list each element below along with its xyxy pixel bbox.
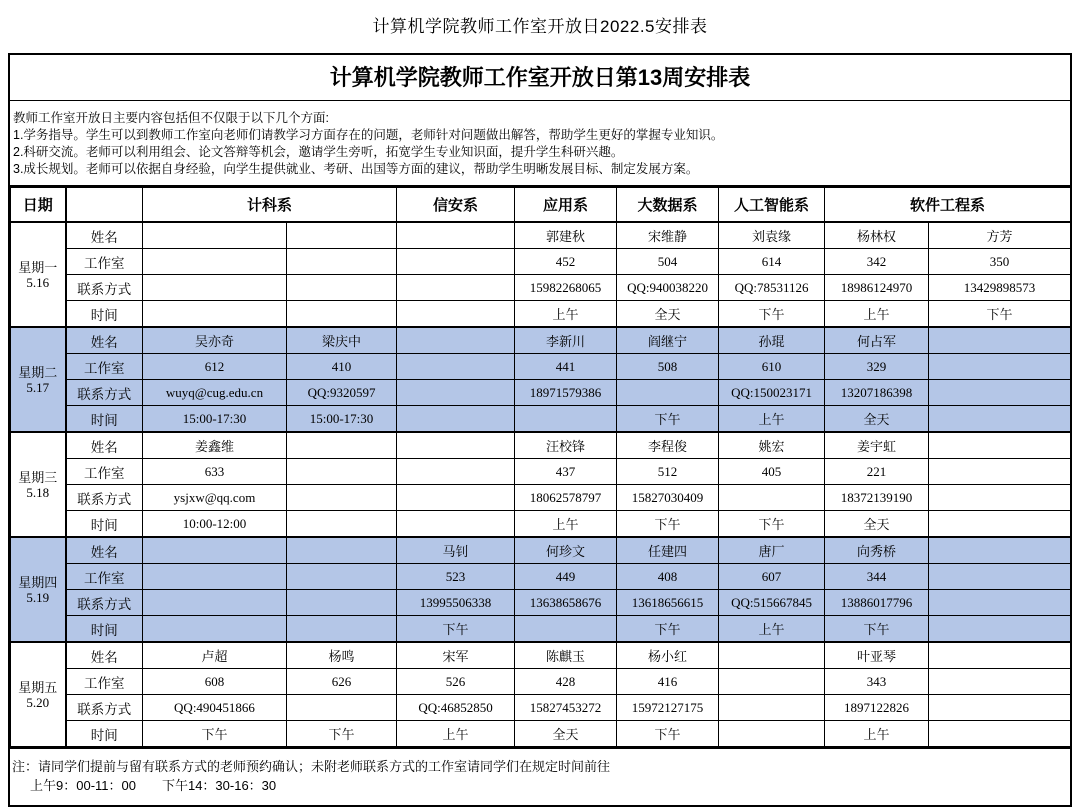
name-cell <box>287 432 397 459</box>
contact-cell: 18062578797 <box>515 485 617 511</box>
name-cell <box>397 432 515 459</box>
contact-cell: 13995506338 <box>397 590 515 616</box>
time-cell <box>287 301 397 328</box>
time-cell: 15:00-17:30 <box>143 406 287 433</box>
contact-cell: wuyq@cug.edu.cn <box>143 380 287 406</box>
room-cell: 607 <box>719 564 825 590</box>
name-cell: 孙琨 <box>719 327 825 354</box>
contact-cell: QQ:940038220 <box>617 275 719 301</box>
contact-cell: 18971579386 <box>515 380 617 406</box>
note-line-1: 注：请同学们提前与留有联系方式的老师预约确认；未附老师联系方式的工作室请同学们在规定时间前往 <box>12 759 611 774</box>
row-label-cell: 姓名 <box>66 642 143 669</box>
contact-cell: QQ:9320597 <box>287 380 397 406</box>
time-cell: 全天 <box>617 301 719 328</box>
row-label-cell: 工作室 <box>66 459 143 485</box>
contact-cell <box>719 485 825 511</box>
name-cell: 杨小红 <box>617 642 719 669</box>
schedule-table <box>10 187 1071 747</box>
time-cell: 上午 <box>825 721 929 747</box>
room-cell: 633 <box>143 459 287 485</box>
name-cell: 汪校锋 <box>515 432 617 459</box>
room-cell: 512 <box>617 459 719 485</box>
room-cell <box>397 459 515 485</box>
name-cell: 阎继宁 <box>617 327 719 354</box>
day-date-cell: 星期三 5.18 <box>11 432 66 537</box>
time-cell: 下午 <box>617 511 719 538</box>
day-date-cell: 星期四 5.19 <box>11 537 66 642</box>
name-cell <box>929 537 1071 564</box>
time-cell: 全天 <box>825 406 929 433</box>
time-cell: 10:00-12:00 <box>143 511 287 538</box>
row-label-cell: 姓名 <box>66 327 143 354</box>
time-cell <box>143 616 287 643</box>
row-label-cell: 工作室 <box>66 354 143 380</box>
name-cell <box>929 432 1071 459</box>
contact-cell: ysjxw@qq.com <box>143 485 287 511</box>
room-cell <box>397 249 515 275</box>
dept-header-cell: 信安系 <box>397 188 515 223</box>
room-cell <box>143 564 287 590</box>
contact-cell: 15982268065 <box>515 275 617 301</box>
name-cell <box>929 642 1071 669</box>
room-cell <box>929 669 1071 695</box>
contact-cell: 18986124970 <box>825 275 929 301</box>
room-cell: 437 <box>515 459 617 485</box>
intro-line: 1.学务指导。学生可以到教师工作室向老师们请教学习方面存在的问题，老师针对问题做出解答，帮助学生更好的掌握专业知识。 <box>13 128 724 142</box>
time-cell: 下午 <box>397 616 515 643</box>
contact-cell <box>719 695 825 721</box>
time-cell: 上午 <box>719 406 825 433</box>
time-cell: 下午 <box>719 511 825 538</box>
name-cell: 郭建秋 <box>515 222 617 249</box>
time-cell: 下午 <box>825 616 929 643</box>
room-cell <box>143 249 287 275</box>
time-cell: 上午 <box>719 616 825 643</box>
note-line-2: 上午9：00-11：00 下午14：30-16：30 <box>30 778 277 793</box>
dept-header-cell: 人工智能系 <box>719 188 825 223</box>
name-cell <box>143 222 287 249</box>
name-cell: 姚宏 <box>719 432 825 459</box>
contact-cell <box>287 275 397 301</box>
room-cell: 626 <box>287 669 397 695</box>
room-cell: 508 <box>617 354 719 380</box>
time-cell <box>397 301 515 328</box>
row-label-cell: 时间 <box>66 301 143 328</box>
room-cell: 342 <box>825 249 929 275</box>
contact-cell <box>397 275 515 301</box>
time-cell: 上午 <box>397 721 515 747</box>
intro-line: 3.成长规划。老师可以依据自身经验，向学生提供就业、考研、出国等方面的建议，帮助学生明晰发展目标、制定发展方案。 <box>13 162 699 176</box>
intro-line: 教师工作室开放日主要内容包括但不仅限于以下几个方面: <box>13 111 329 125</box>
contact-cell: QQ:150023171 <box>719 380 825 406</box>
name-cell: 卢超 <box>143 642 287 669</box>
day-date-cell: 星期五 5.20 <box>11 642 66 747</box>
room-cell: 405 <box>719 459 825 485</box>
time-cell <box>143 301 287 328</box>
schedule-table-header <box>11 188 1071 223</box>
name-cell: 李新川 <box>515 327 617 354</box>
name-cell: 杨鸣 <box>287 642 397 669</box>
name-cell: 姜宇虹 <box>825 432 929 459</box>
contact-cell <box>929 380 1071 406</box>
time-cell: 上午 <box>515 511 617 538</box>
time-cell: 全天 <box>515 721 617 747</box>
room-cell: 523 <box>397 564 515 590</box>
contact-cell: 15827030409 <box>617 485 719 511</box>
room-cell <box>397 354 515 380</box>
row-label-cell: 时间 <box>66 406 143 433</box>
row-label-cell: 工作室 <box>66 669 143 695</box>
room-cell: 221 <box>825 459 929 485</box>
contact-cell: QQ:515667845 <box>719 590 825 616</box>
time-cell <box>929 616 1071 643</box>
row-label-cell: 联系方式 <box>66 275 143 301</box>
contact-cell <box>143 590 287 616</box>
intro-line: 2.科研交流。老师可以利用组会、论文答辩等机会，邀请学生旁听，拓宽学生专业知识面，提升学生科研兴趣。 <box>13 145 624 159</box>
dept-header-cell: 软件工程系 <box>825 188 1071 223</box>
time-cell <box>397 511 515 538</box>
time-cell <box>287 616 397 643</box>
row-label-cell: 工作室 <box>66 564 143 590</box>
name-cell <box>929 327 1071 354</box>
contact-cell <box>397 380 515 406</box>
contact-cell <box>143 275 287 301</box>
room-cell: 610 <box>719 354 825 380</box>
name-cell: 叶亚琴 <box>825 642 929 669</box>
row-label-cell: 姓名 <box>66 432 143 459</box>
name-cell <box>397 222 515 249</box>
name-cell: 姜鑫维 <box>143 432 287 459</box>
contact-cell <box>287 485 397 511</box>
name-cell: 吴亦奇 <box>143 327 287 354</box>
row-label-cell: 姓名 <box>66 222 143 249</box>
contact-cell: 18372139190 <box>825 485 929 511</box>
contact-cell: 13886017796 <box>825 590 929 616</box>
time-cell <box>929 721 1071 747</box>
room-cell: 608 <box>143 669 287 695</box>
contact-cell <box>929 590 1071 616</box>
day-date-cell: 星期二 5.17 <box>11 327 66 432</box>
schedule-table-body <box>11 222 1071 747</box>
name-cell: 唐厂 <box>719 537 825 564</box>
name-cell <box>719 642 825 669</box>
row-label-cell: 时间 <box>66 511 143 538</box>
contact-cell: 13207186398 <box>825 380 929 406</box>
name-cell: 方芳 <box>929 222 1071 249</box>
room-cell: 344 <box>825 564 929 590</box>
time-cell: 下午 <box>929 301 1071 328</box>
room-cell: 329 <box>825 354 929 380</box>
room-cell: 441 <box>515 354 617 380</box>
room-cell <box>929 354 1071 380</box>
name-cell: 任建四 <box>617 537 719 564</box>
name-cell: 宋维静 <box>617 222 719 249</box>
contact-cell: QQ:78531126 <box>719 275 825 301</box>
name-cell <box>287 222 397 249</box>
name-cell: 何占军 <box>825 327 929 354</box>
room-cell: 614 <box>719 249 825 275</box>
time-cell <box>929 406 1071 433</box>
time-cell <box>287 511 397 538</box>
contact-cell: QQ:490451866 <box>143 695 287 721</box>
contact-cell <box>287 695 397 721</box>
row-label-cell: 姓名 <box>66 537 143 564</box>
name-cell: 刘袁缘 <box>719 222 825 249</box>
room-cell: 452 <box>515 249 617 275</box>
room-cell: 408 <box>617 564 719 590</box>
room-cell: 504 <box>617 249 719 275</box>
schedule-sheet <box>8 53 1072 807</box>
day-date-cell: 星期一 5.16 <box>11 222 66 327</box>
time-cell: 下午 <box>719 301 825 328</box>
row-label-cell: 联系方式 <box>66 590 143 616</box>
room-cell: 449 <box>515 564 617 590</box>
contact-cell: 15827453272 <box>515 695 617 721</box>
room-cell: 410 <box>287 354 397 380</box>
time-cell: 下午 <box>617 721 719 747</box>
time-cell <box>929 511 1071 538</box>
dept-header-cell: 计科系 <box>143 188 397 223</box>
sheet-title: 计算机学院教师工作室开放日第13周安排表 <box>10 55 1070 101</box>
row-label-cell: 时间 <box>66 721 143 747</box>
room-cell: 612 <box>143 354 287 380</box>
time-cell: 下午 <box>617 406 719 433</box>
room-cell: 428 <box>515 669 617 695</box>
note-block <box>10 747 1070 805</box>
name-cell <box>397 327 515 354</box>
contact-cell <box>929 485 1071 511</box>
contact-cell <box>397 485 515 511</box>
intro-block <box>10 101 1070 187</box>
row-label-cell: 时间 <box>66 616 143 643</box>
contact-cell <box>617 380 719 406</box>
time-cell: 下午 <box>287 721 397 747</box>
room-cell: 350 <box>929 249 1071 275</box>
time-cell: 下午 <box>617 616 719 643</box>
row-label-cell: 联系方式 <box>66 695 143 721</box>
name-cell: 陈麒玉 <box>515 642 617 669</box>
room-cell: 343 <box>825 669 929 695</box>
contact-cell: 13618656615 <box>617 590 719 616</box>
name-cell: 何珍文 <box>515 537 617 564</box>
room-cell <box>287 249 397 275</box>
time-cell <box>719 721 825 747</box>
time-cell <box>515 406 617 433</box>
name-cell: 马钊 <box>397 537 515 564</box>
time-cell: 上午 <box>825 301 929 328</box>
name-cell <box>143 537 287 564</box>
name-cell: 杨林权 <box>825 222 929 249</box>
row-label-cell: 联系方式 <box>66 380 143 406</box>
contact-cell: 1897122826 <box>825 695 929 721</box>
room-cell <box>719 669 825 695</box>
room-cell: 416 <box>617 669 719 695</box>
page-title: 计算机学院教师工作室开放日2022.5安排表 <box>372 17 708 36</box>
contact-cell: 15972127175 <box>617 695 719 721</box>
contact-cell <box>929 695 1071 721</box>
contact-cell <box>287 590 397 616</box>
dept-header-cell: 大数据系 <box>617 188 719 223</box>
blank-header-cell <box>66 188 143 223</box>
room-cell <box>287 459 397 485</box>
name-cell <box>287 537 397 564</box>
dept-header-cell: 应用系 <box>515 188 617 223</box>
time-cell: 上午 <box>515 301 617 328</box>
row-label-cell: 联系方式 <box>66 485 143 511</box>
name-cell: 梁庆中 <box>287 327 397 354</box>
room-cell: 526 <box>397 669 515 695</box>
room-cell <box>929 564 1071 590</box>
name-cell: 向秀桥 <box>825 537 929 564</box>
name-cell: 李程俊 <box>617 432 719 459</box>
room-cell <box>929 459 1071 485</box>
contact-cell: QQ:46852850 <box>397 695 515 721</box>
contact-cell: 13638658676 <box>515 590 617 616</box>
date-header-cell: 日期 <box>11 188 66 223</box>
room-cell <box>287 564 397 590</box>
time-cell <box>397 406 515 433</box>
time-cell <box>515 616 617 643</box>
name-cell: 宋军 <box>397 642 515 669</box>
contact-cell: 13429898573 <box>929 275 1071 301</box>
time-cell: 15:00-17:30 <box>287 406 397 433</box>
time-cell: 下午 <box>143 721 287 747</box>
row-label-cell: 工作室 <box>66 249 143 275</box>
time-cell: 全天 <box>825 511 929 538</box>
